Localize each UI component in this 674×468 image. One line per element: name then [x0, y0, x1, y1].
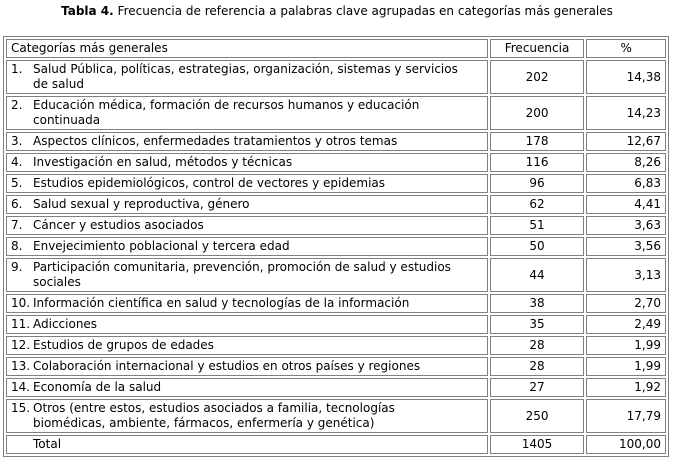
row-percent: 6,83: [586, 174, 666, 193]
row-frequency: 27: [490, 378, 585, 397]
row-category: [6, 174, 488, 193]
row-text: Colaboración internacional y estudios en otros países y regiones: [33, 359, 421, 373]
row-category: [6, 315, 488, 334]
row-number: 1.: [11, 62, 23, 76]
row-frequency: 96: [490, 174, 585, 193]
row-frequency: 116: [490, 153, 585, 172]
row-text: Educación médica, formación de recursos humanos y educación continuada: [33, 98, 420, 127]
row-category: [6, 195, 488, 214]
row-text: Salud Pública, políticas, estrategias, organización, sistemas y servicios de salud: [33, 62, 458, 91]
row-text: Economía de la salud: [33, 380, 162, 394]
row-number: 2.: [11, 98, 23, 112]
row-number: 10.: [11, 296, 31, 310]
caption-text: Frecuencia de referencia a palabras clave agrupadas en categorías más generales: [117, 4, 613, 18]
row-category: [6, 153, 488, 172]
row-number: 14.: [11, 380, 31, 394]
row-percent: 14,38: [586, 60, 666, 94]
row-percent: 12,67: [586, 132, 666, 151]
row-frequency: 200: [490, 96, 585, 130]
frequency-table: [3, 36, 669, 457]
row-text: Envejecimiento poblacional y tercera edad: [33, 239, 290, 253]
row-category: [6, 378, 488, 397]
row-percent: 8,26: [586, 153, 666, 172]
row-frequency: 62: [490, 195, 585, 214]
row-number: 9.: [11, 260, 23, 274]
total-percent: 100,00: [586, 435, 666, 454]
total-frequency: 1405: [490, 435, 585, 454]
row-frequency: 178: [490, 132, 585, 151]
row-category: [6, 237, 488, 256]
row-percent: 14,23: [586, 96, 666, 130]
row-percent: 3,63: [586, 216, 666, 235]
row-frequency: 51: [490, 216, 585, 235]
row-frequency: 28: [490, 357, 585, 376]
row-number: 12.: [11, 338, 31, 352]
row-text: Otros (entre estos, estudios asociados a familia, tecnologías biomédicas, ambiente, fármacos, enfermería y genética): [33, 401, 395, 430]
row-category: [6, 60, 488, 94]
table-row: [6, 336, 666, 355]
row-percent: 1,99: [586, 357, 666, 376]
header-category: Categorías más generales: [6, 39, 488, 58]
row-text: Estudios de grupos de edades: [33, 338, 214, 352]
row-number: 15.: [11, 401, 31, 415]
row-frequency: 202: [490, 60, 585, 94]
row-percent: 2,49: [586, 315, 666, 334]
row-frequency: 44: [490, 258, 585, 292]
table-row: [6, 294, 666, 313]
row-frequency: 50: [490, 237, 585, 256]
table-row: [6, 153, 666, 172]
row-category: [6, 399, 488, 433]
caption-label: Tabla 4.: [61, 4, 114, 18]
row-text: Investigación en salud, métodos y técnicas: [33, 155, 293, 169]
table-caption: [0, 3, 674, 19]
row-text: Adicciones: [33, 317, 98, 331]
row-percent: 1,99: [586, 336, 666, 355]
row-category: [6, 132, 488, 151]
row-percent: 1,92: [586, 378, 666, 397]
row-frequency: 28: [490, 336, 585, 355]
table-row: [6, 96, 666, 130]
table-row: [6, 132, 666, 151]
row-percent: 4,41: [586, 195, 666, 214]
header-row: [6, 39, 666, 58]
row-category: [6, 336, 488, 355]
table-row: [6, 174, 666, 193]
row-text: Cáncer y estudios asociados: [33, 218, 204, 232]
row-frequency: 250: [490, 399, 585, 433]
row-text: Información científica en salud y tecnologías de la información: [33, 296, 410, 310]
row-number: 8.: [11, 239, 23, 253]
row-category: [6, 258, 488, 292]
row-number: 7.: [11, 218, 23, 232]
row-category: [6, 357, 488, 376]
row-category: [6, 96, 488, 130]
row-category: [6, 294, 488, 313]
row-frequency: 35: [490, 315, 585, 334]
row-number: 11.: [11, 317, 31, 331]
row-text: Estudios epidemiológicos, control de vectores y epidemias: [33, 176, 386, 190]
table-row: [6, 237, 666, 256]
table-row: [6, 258, 666, 292]
row-percent: 17,79: [586, 399, 666, 433]
row-percent: 3,56: [586, 237, 666, 256]
table-row: [6, 378, 666, 397]
table-row: [6, 195, 666, 214]
row-text: Salud sexual y reproductiva, género: [33, 197, 250, 211]
total-label: Total: [6, 435, 488, 454]
row-number: 13.: [11, 359, 31, 373]
table-row: [6, 357, 666, 376]
row-number: 3.: [11, 134, 23, 148]
row-percent: 2,70: [586, 294, 666, 313]
row-number: 6.: [11, 197, 23, 211]
row-category: [6, 216, 488, 235]
header-percent: %: [586, 39, 666, 58]
row-number: 4.: [11, 155, 23, 169]
row-frequency: 38: [490, 294, 585, 313]
row-number: 5.: [11, 176, 23, 190]
total-row: [6, 435, 666, 454]
row-percent: 3,13: [586, 258, 666, 292]
table-row: [6, 216, 666, 235]
table-row: [6, 60, 666, 94]
table-row: [6, 315, 666, 334]
row-text: Aspectos clínicos, enfermedades tratamientos y otros temas: [33, 134, 398, 148]
row-text: Participación comunitaria, prevención, promoción de salud y estudios sociales: [33, 260, 451, 289]
table-row: [6, 399, 666, 433]
header-frequency: Frecuencia: [490, 39, 585, 58]
